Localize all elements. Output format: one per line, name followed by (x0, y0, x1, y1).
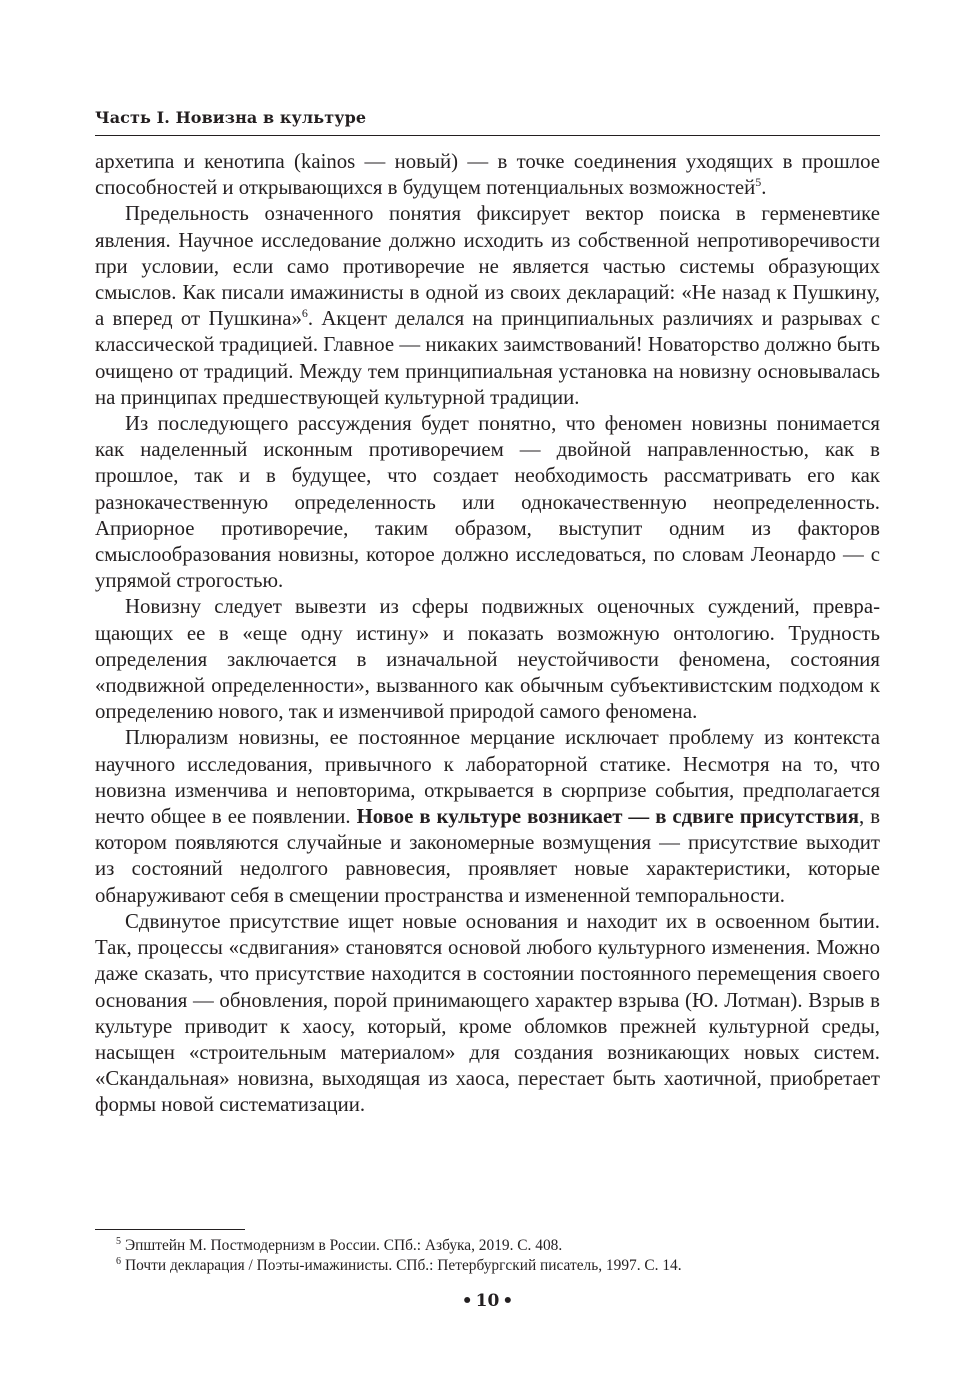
paragraph-5-text-b: , в котором появляются случайные и закономерные возмущения — присутствие выходит из состояний недолгого равновесия, проявляет новые характеристики, которые обнаруживают себя в смещении пространства и измененной темпоральности. (95, 805, 881, 907)
paragraph-5 (95, 725, 880, 908)
paragraph-6: Сдвинутое присутствие ищет новые основания и находит их в освоенном бытии. Так, процессы «сдвигания» становятся основой любого культурного изменения. Можно даже сказать, что присутствие находится в состоянии постоянного перемещения своего основания — обновления, порой принимающего характер взрыва (Ю. Лотман). Взрыв в культуре приводит к хаосу, который, кроме обломков прежней культурной среды, насыщен «строительным материалом» для создания возникающих новых систем. «Скандальная» новизна, выходящая из хаоса, перестает быть хаотичной, приобретает формы новой систематизации. (95, 909, 880, 1117)
footnote-number: 5 (116, 1235, 121, 1247)
paragraph-1-text: архетипа и кенотипа (kainos — новый) — в точке соединения уходящих в прошлое способностей и открывающихся в будущем потенциальных возможностей (95, 150, 880, 200)
footnotes (95, 1236, 880, 1276)
footnote-ref-6: 6 (301, 306, 308, 321)
running-title: Часть I. Новизна в культуре (95, 108, 367, 127)
paragraph-2 (95, 201, 880, 411)
paragraph-1 (95, 149, 880, 201)
main-text (95, 149, 880, 1119)
paragraph-2-text-a: Предельность означенного понятия фиксирует вектор поиска в герменевтике явления. Научное исследование должно исходить из собственной непротиворечивости при условии, если само противоречие не является частью системы образующих смыслов. Как писали имажинисты в одной из своих деклараций: «Не назад к Пушкину, а вперед от Пушкина» (95, 202, 880, 331)
paragraph-2-text-b: . Акцент делался на принципиальных различиях и разрывах с классической традицией. Главное — никаких заимствований! Новаторство должно быть очищено от традиций. Между тем принципиальная установка на новизну основывалась на принципах предшествующей культурной традиции. (95, 307, 881, 409)
footnote-ref-5: 5 (755, 175, 762, 190)
paragraph-5-emphasis: Новое в культуре возникает — в сдвиге присутствия (356, 805, 860, 829)
folio-bullet-right: • (502, 1291, 514, 1311)
footnote-6 (95, 1256, 880, 1276)
paragraph-3: Из последующего рассуждения будет понятно, что феномен новизны понимается как наделенный исконным противоречием — двойной направленностью, как в прошлое, так и в будущее, что создает необходимость рассматривать его как разнокачественную определенность или однокачественную неопределенность. Априорное противоречие, таким образом, выступит одним из факторов смыслообразования новизны, которое должно исследоваться, по словам Леонардо — с упрямой строгостью. (95, 412, 880, 593)
footnote-number: 6 (116, 1255, 121, 1267)
footnote-text: Эпштейн М. Постмодернизм в России. СПб.: Азбука, 2019. С. 408. (125, 1237, 563, 1254)
footnote-5 (95, 1236, 880, 1256)
header-rule (95, 135, 880, 136)
paragraph-5-text-a: Плюрализм новизны, ее постоянное мерцание исключает проблему из контекста научного исследования, привычного к лабораторной статике. Несмотря на то, что новизна изменчива и неповторима, открывается в сюрпризе события, предполагается нечто общее в ее появлении. (95, 726, 880, 829)
footnote-rule (95, 1229, 245, 1230)
paragraph-4: Новизну следует вывезти из сферы подвижных оценочных суждений, превращающих ее в «еще одну истину» и показать возможную онтологию. Трудность определения заключается в изначальной неустойчивости феномена, состояния «подвижной определенности», вызванного как обычным субъективистским подходом к определению нового, так и изменчивой природой самого феномена. (95, 595, 880, 724)
footnote-text: Почти декларация / Поэты-имажинисты. СПб.: Петербургский писатель, 1997. С. 14. (125, 1257, 682, 1274)
page-number (0, 1290, 975, 1312)
page-number-value: 10 (475, 1291, 500, 1311)
folio-bullet-left: • (461, 1291, 473, 1311)
paragraph-1-end: . (761, 176, 767, 200)
